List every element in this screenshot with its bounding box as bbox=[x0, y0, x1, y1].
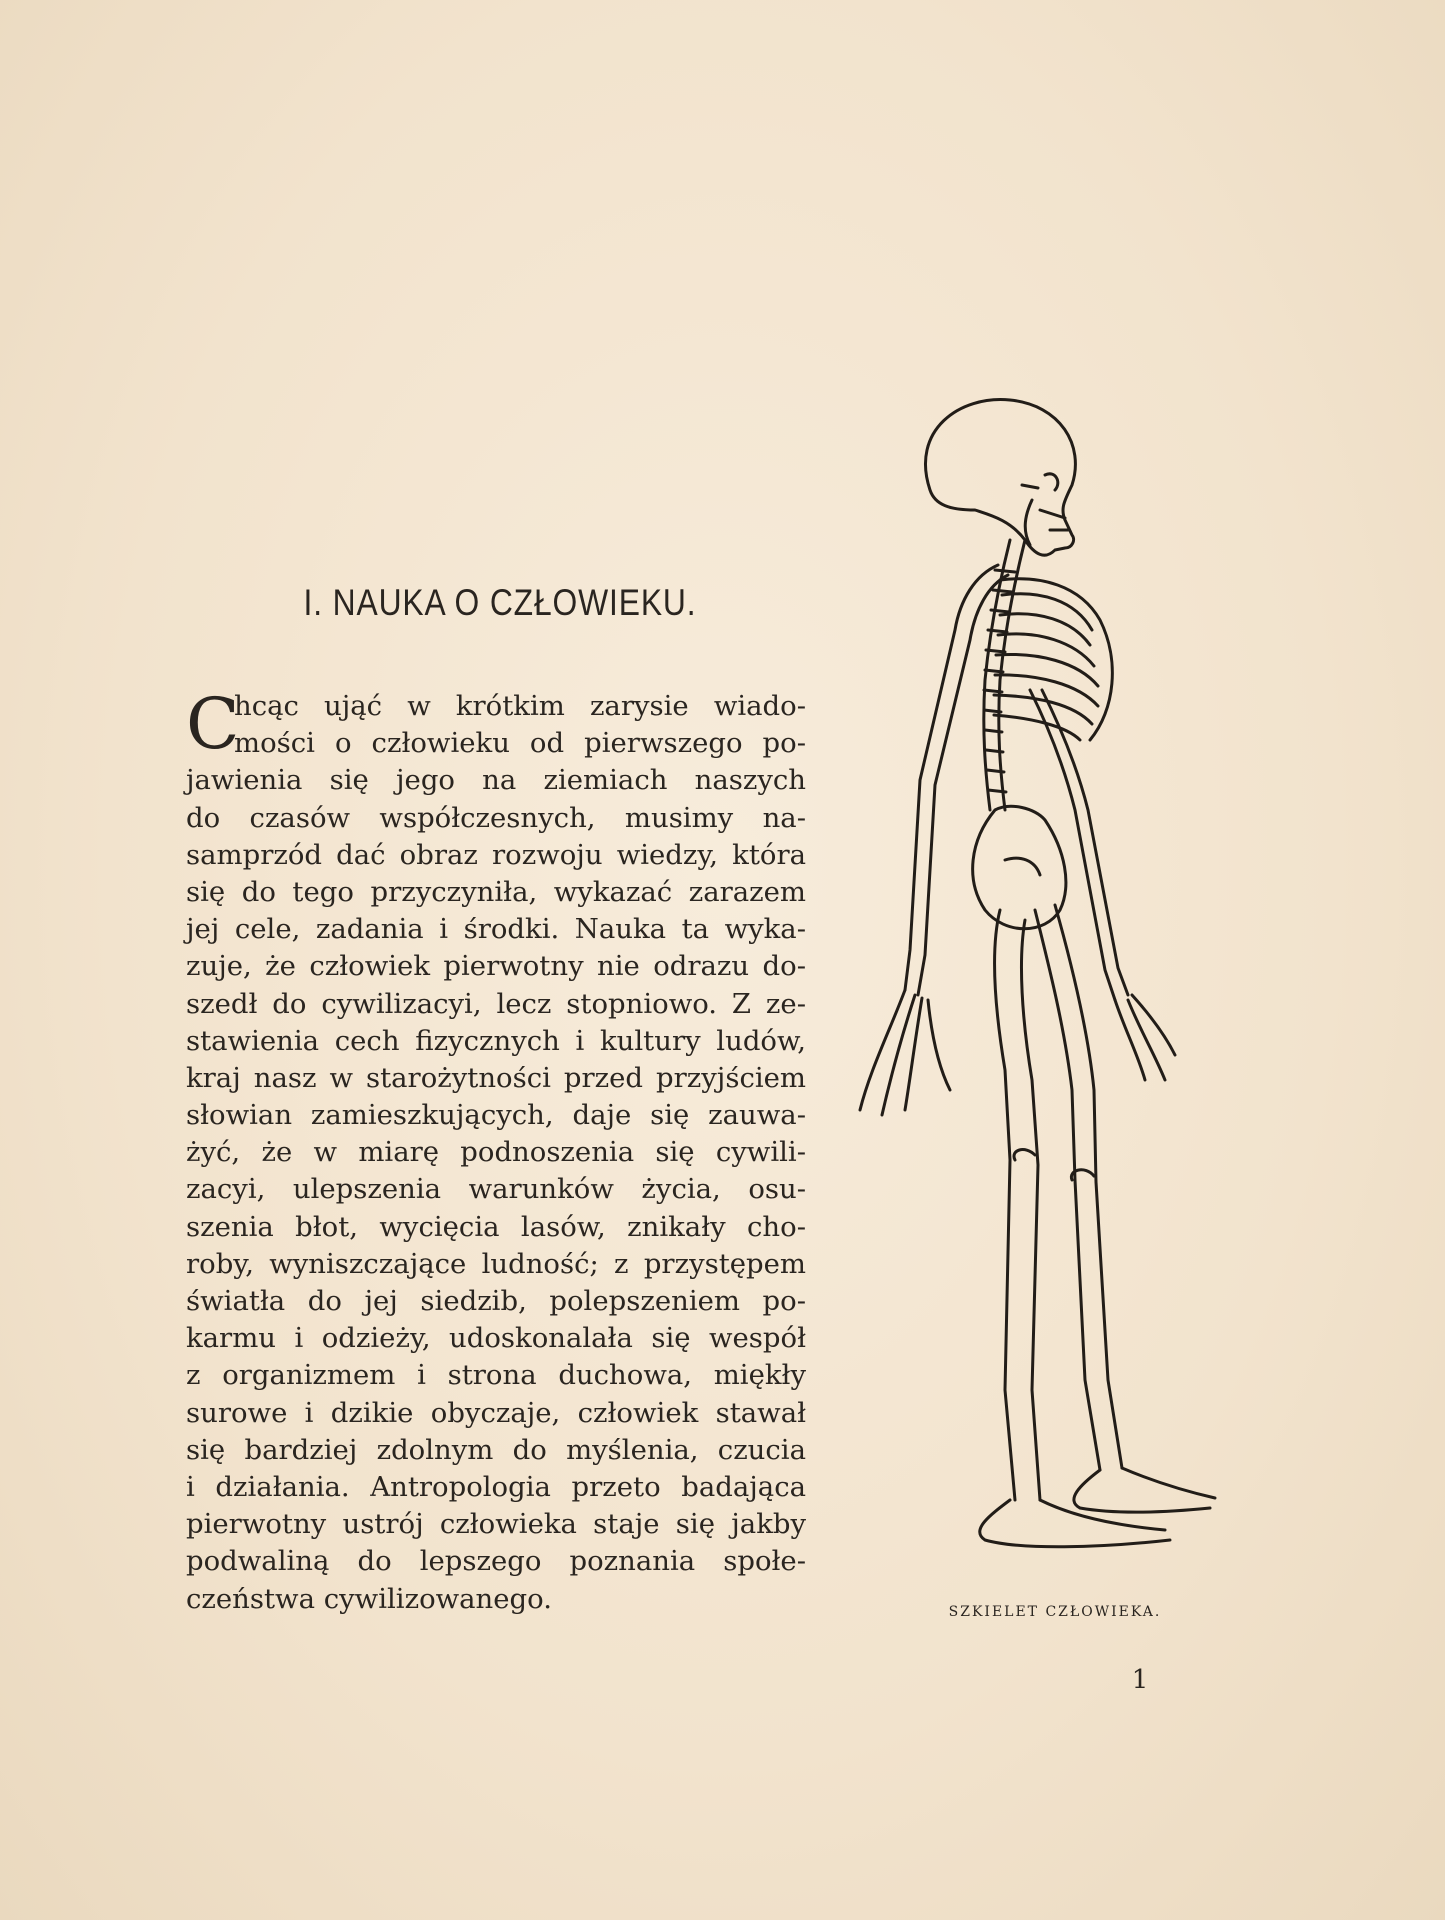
text-line: szedł do cywilizacyi, lecz stopniowo. Z ze- bbox=[186, 987, 806, 1020]
text-line: się do tego przyczyniła, wykazać zarazem bbox=[186, 875, 806, 908]
text-line: mości o człowieku od pierwszego po- bbox=[234, 727, 806, 760]
text-line: żyć, że w miarę podnoszenia się cywili- bbox=[186, 1136, 806, 1169]
text-line: podwaliną do lepszego poznania społe- bbox=[186, 1545, 806, 1578]
text-line: surowe i dzikie obyczaje, człowiek stawał bbox=[186, 1396, 806, 1429]
text-line: hcąc ująć w krótkim zarysie wiado- bbox=[234, 690, 806, 722]
text-line: kraj nasz w starożytności przed przyjściem bbox=[186, 1061, 806, 1094]
arm-right bbox=[1030, 690, 1175, 1080]
body-paragraph bbox=[186, 683, 806, 1618]
pelvis bbox=[973, 806, 1066, 928]
text-line: zacyi, ulepszenia warunków życia, osu- bbox=[186, 1173, 806, 1206]
text-line: i działania. Antropologia przeto badająca bbox=[186, 1470, 806, 1503]
skull bbox=[925, 400, 1075, 556]
text-line: samprzód dać obraz rozwoju wiedzy, która bbox=[186, 838, 806, 871]
text-line: zuje, że człowiek pierwotny nie odrazu do- bbox=[186, 950, 806, 983]
text-line: stawienia cech fizycznych i kultury ludów, bbox=[186, 1024, 806, 1057]
text-line: się bardziej zdolnym do myślenia, czucia bbox=[186, 1433, 806, 1466]
text-line: światła do jej siedzib, polepszeniem po- bbox=[186, 1285, 806, 1317]
text-line: szenia błot, wycięcia lasów, znikały cho- bbox=[186, 1210, 806, 1243]
text-line: jej cele, zadania i środki. Nauka ta wyka- bbox=[186, 913, 806, 946]
text-line: do czasów współczesnych, musimy na- bbox=[186, 801, 806, 834]
chapter-title: I. NAUKA O CZŁOWIEKU. bbox=[303, 582, 697, 623]
page-number: 1 bbox=[1131, 1665, 1149, 1695]
text-line: karmu i odzieży, udoskonalała się wespół bbox=[186, 1322, 806, 1355]
text-line: czeństwa cywilizowanego. bbox=[186, 1582, 552, 1615]
text-line: pierwotny ustrój człowieka staje się jakby bbox=[186, 1508, 806, 1541]
figure-caption: SZKIELET CZŁOWIEKA. bbox=[948, 1604, 1162, 1620]
text-line: słowian zamieszkujących, daje się zauwa- bbox=[186, 1099, 806, 1132]
text-line: roby, wyniszczające ludność; z przystępem bbox=[186, 1247, 806, 1280]
leg-right bbox=[1035, 905, 1215, 1512]
arm-left bbox=[860, 565, 1008, 1115]
dropcap-block bbox=[186, 683, 806, 765]
text-line: jawienia się jego na ziemiach naszych bbox=[186, 764, 806, 797]
drop-cap: C bbox=[186, 683, 240, 765]
text-line: z organizmem i strona duchowa, miękły bbox=[186, 1359, 806, 1392]
skeleton-illustration bbox=[810, 390, 1230, 1580]
